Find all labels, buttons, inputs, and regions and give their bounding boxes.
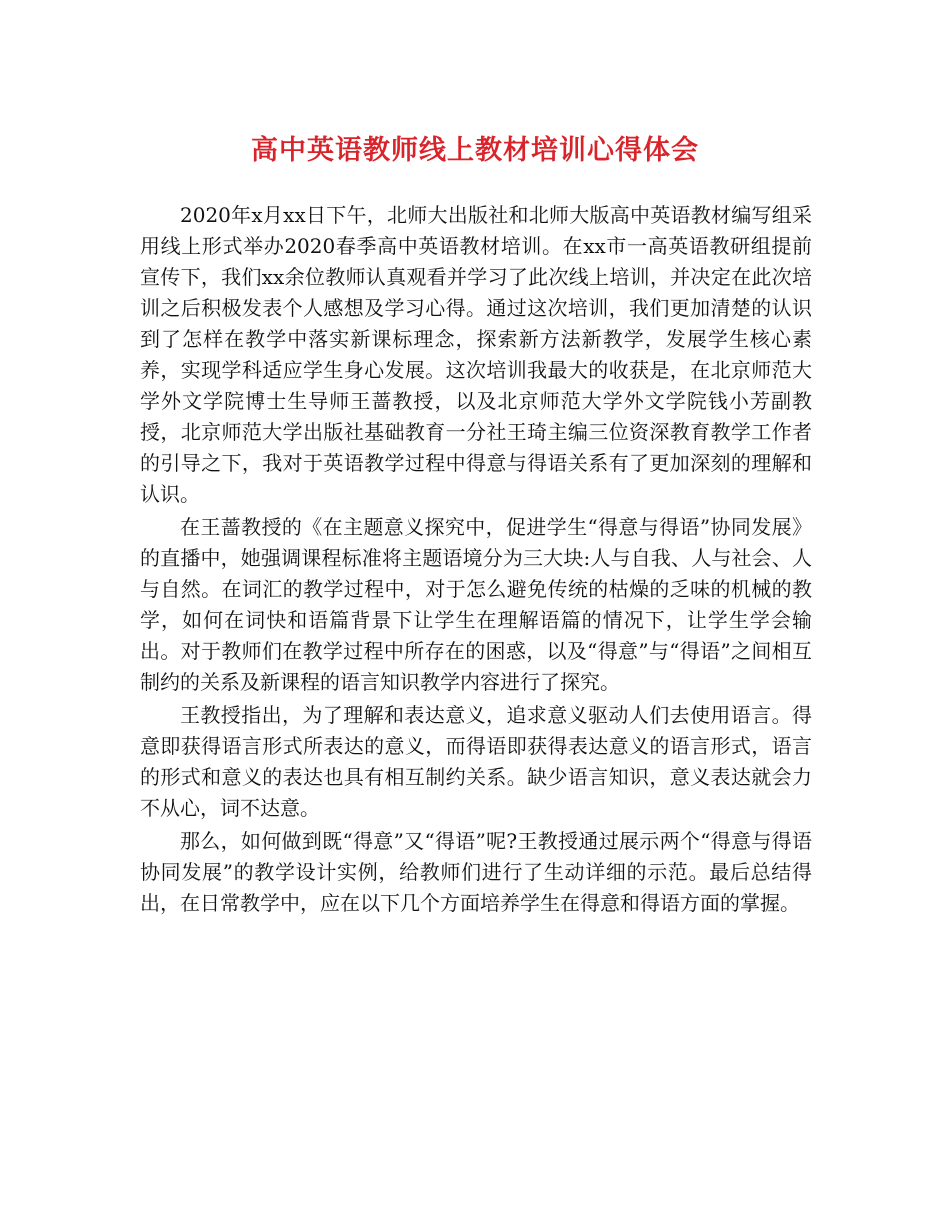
document-title: 高中英语教师线上教材培训心得体会 <box>251 135 699 166</box>
paragraph-4: 那么，如何做到既“得意”又“得语”呢?王教授通过展示两个“得意与得语协同发展”的教学设计实例，给教师们进行了生动详细的示范。最后总结得出，在日常教学中，应在以下几个方面培养学生在得意和得语方面的掌握。 <box>140 829 812 915</box>
paragraph-3: 王教授指出，为了理解和表达意义，追求意义驱动人们去使用语言。得意即获得语言形式所表达的意义，而得语即获得表达意义的语言形式，语言的形式和意义的表达也具有相互制约关系。缺少语言知识，意义表达就会力不从心，词不达意。 <box>140 703 812 820</box>
paragraph-2: 在王蔷教授的《在主题意义探究中，促进学生“得意与得语”协同发展》的直播中，她强调课程标准将主题语境分为三大块:人与自我、人与社会、人与自然。在词汇的教学过程中，对于怎么避免传统的枯燥的乏味的机械的教学，如何在词快和语篇背景下让学生在理解语篇的情况下，让学生学会输出。对于教师们在教学过程中所存在的困惑，以及“得意”与“得语”之间相互制约的关系及新课程的语言知识教学内容进行了探究。 <box>140 515 812 694</box>
paragraph-1: 2020年x月xx日下午，北师大出版社和北师大版高中英语教材编写组采用线上形式举办2020春季高中英语教材培训。在xx市一高英语教研组提前宣传下，我们xx余位教师认真观看并学习了此次线上培训，并决定在此次培训之后积极发表个人感想及学习心得。通过这次培训，我们更加清楚的认识到了怎样在教学中落实新课标理念，探索新方法新教学，发展学生核心素养，实现学科适应学生身心发展。这次培训我最大的收获是，在北京师范大学外文学院博士生导师王蔷教授，以及北京师范大学外文学院钱小芳副教授，北京师范大学出版社基础教育一分社王琦主编三位资深教育教学工作者的引导之下，我对于英语教学过程中得意与得语关系有了更加深刻的理解和认识。 <box>140 203 812 506</box>
document-body <box>140 200 812 921</box>
